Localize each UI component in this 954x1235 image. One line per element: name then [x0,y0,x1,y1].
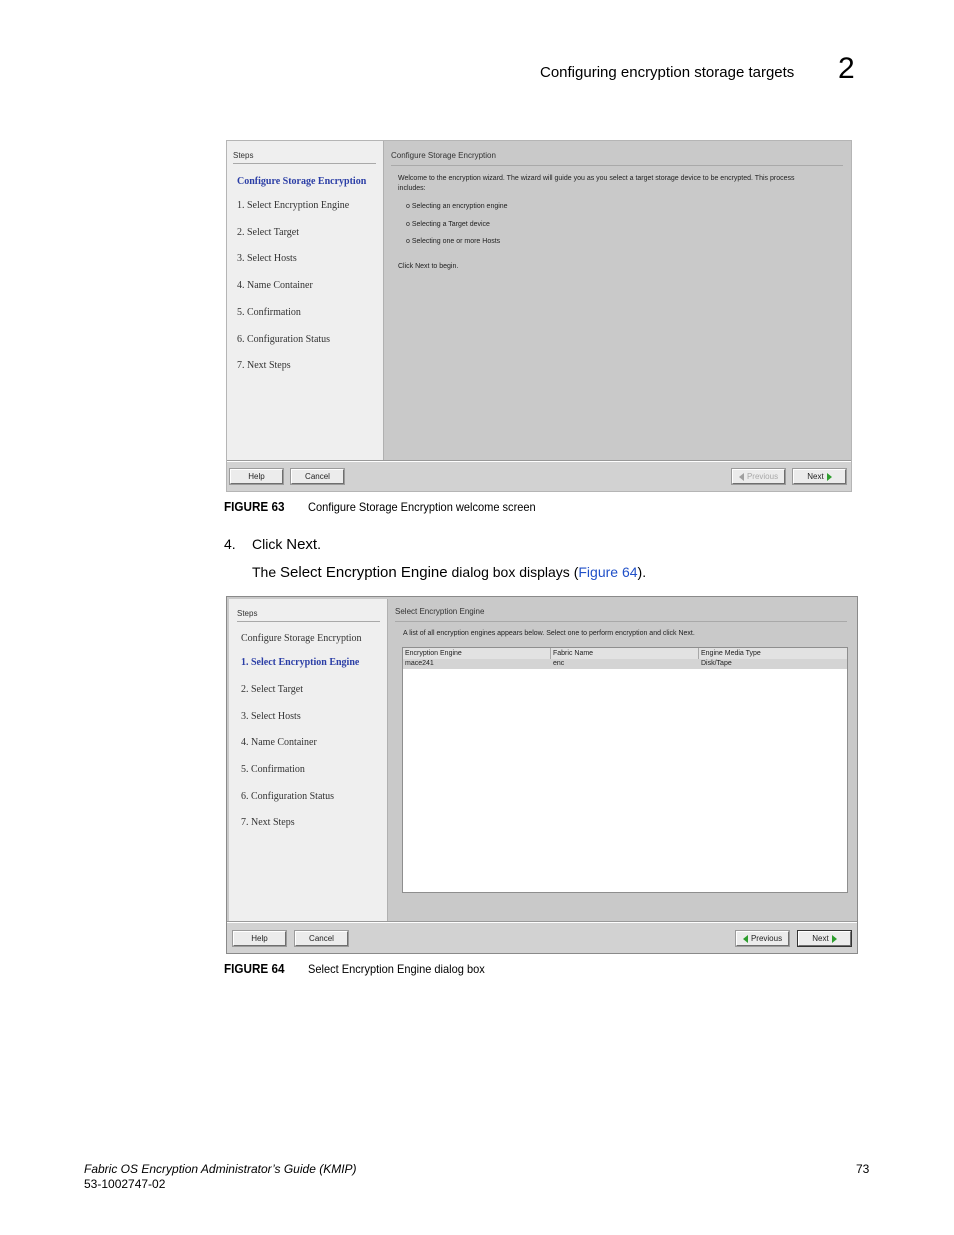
content-panel [384,141,852,463]
figure-63-label: FIGURE 63 [224,499,285,514]
previous-label: Previous [750,934,783,943]
cell-fabric-name: enc [553,660,565,667]
bullet-hosts: o Selecting one or more Hosts [406,238,501,245]
figure-63-screenshot [226,140,852,492]
step-text: Click [252,536,287,552]
step-next-steps: 7. Next Steps [241,817,295,828]
step-number: 4. [224,536,236,552]
figure-64-caption: Select Encryption Engine dialog box [308,962,485,976]
button-bar [227,922,857,953]
step-select-hosts: 3. Select Hosts [241,711,301,722]
figure-64-label: FIGURE 64 [224,961,285,976]
step-select-encryption-engine: 1. Select Encryption Engine [241,657,360,668]
closing-text: Click Next to begin. [398,263,459,270]
steps-panel [227,141,384,463]
next-label: Next [807,472,824,481]
back-arrow-icon [743,935,748,943]
step-configure-storage-encryption: Configure Storage Encryption [241,633,362,644]
step-configuration-status: 6. Configuration Status [237,334,331,345]
button-bar [227,461,851,491]
cancel-button[interactable]: Cancel [291,469,344,484]
steps-label: Steps [233,151,254,160]
back-arrow-icon [739,473,744,481]
footer-document-title: Fabric OS Encryption Administrator’s Guide (KMIP) [84,1162,357,1176]
forward-arrow-icon [827,473,832,481]
previous-button[interactable] [736,931,789,946]
encryption-engine-table [402,647,848,893]
intro-text-line1: Welcome to the encryption wizard. The wizard will guide you as you select a target storage device to be encrypted. This process [398,175,795,182]
result-paragraph [252,564,646,581]
bullet-target: o Selecting a Target device [406,221,490,228]
step-confirmation: 5. Confirmation [241,764,305,775]
cancel-button[interactable]: Cancel [295,931,348,946]
bullet-engine: o Selecting an encryption engine [406,203,508,210]
figure-63-caption: Configure Storage Encryption welcome screen [308,500,536,514]
dialog-ui-reference: Select Encryption Engine [280,564,448,581]
cell-engine-media-type: Disk/Tape [701,660,732,667]
step-confirmation: 5. Confirmation [237,307,301,318]
step-select-encryption-engine: 1. Select Encryption Engine [237,200,350,211]
column-header-fabric-name[interactable]: Fabric Name [551,648,699,659]
table-row[interactable] [403,659,847,669]
content-panel [388,597,857,921]
cell-encryption-engine: mace241 [405,660,434,667]
chapter-number: 2 [838,52,855,85]
panel-title: Configure Storage Encryption [391,151,496,160]
figure-64-screenshot [226,596,858,954]
para-text: The [252,564,281,580]
step-select-target: 2. Select Target [237,227,299,238]
step-configuration-status: 6. Configuration Status [241,791,335,802]
column-header-engine-media-type[interactable]: Engine Media Type [699,648,847,659]
step-name-container: 4. Name Container [237,280,313,291]
step-configure-storage-encryption: Configure Storage Encryption [237,176,367,187]
next-ui-reference: Next [286,536,318,553]
help-button[interactable]: Help [230,469,283,484]
previous-label: Previous [746,472,779,481]
steps-panel [229,599,388,921]
column-header-encryption-engine[interactable]: Encryption Engine [403,648,551,659]
panel-title: Select Encryption Engine [395,607,485,616]
previous-button[interactable] [732,469,785,484]
steps-label: Steps [237,609,258,618]
step-next-steps: 7. Next Steps [237,360,291,371]
para-text-end: ). [637,564,647,580]
page-number: 73 [856,1162,870,1176]
step-instruction [252,536,321,553]
help-button[interactable]: Help [233,931,286,946]
next-label: Next [812,934,829,943]
figure-64-link[interactable]: Figure 64 [578,564,638,580]
step-text-end: . [317,536,321,552]
running-header-title: Configuring encryption storage targets [540,64,795,81]
footer-document-number: 53-1002747-02 [84,1177,166,1191]
instruction-text: A list of all encryption engines appears below. Select one to perform encryption and click Next. [403,630,695,637]
step-name-container: 4. Name Container [241,737,317,748]
step-select-target: 2. Select Target [241,684,303,695]
intro-text-line2: includes: [398,185,426,192]
forward-arrow-icon [832,935,837,943]
para-text-middle: dialog box displays ( [447,564,579,580]
next-button[interactable] [793,469,846,484]
next-button[interactable] [798,931,851,946]
step-select-hosts: 3. Select Hosts [237,253,297,264]
